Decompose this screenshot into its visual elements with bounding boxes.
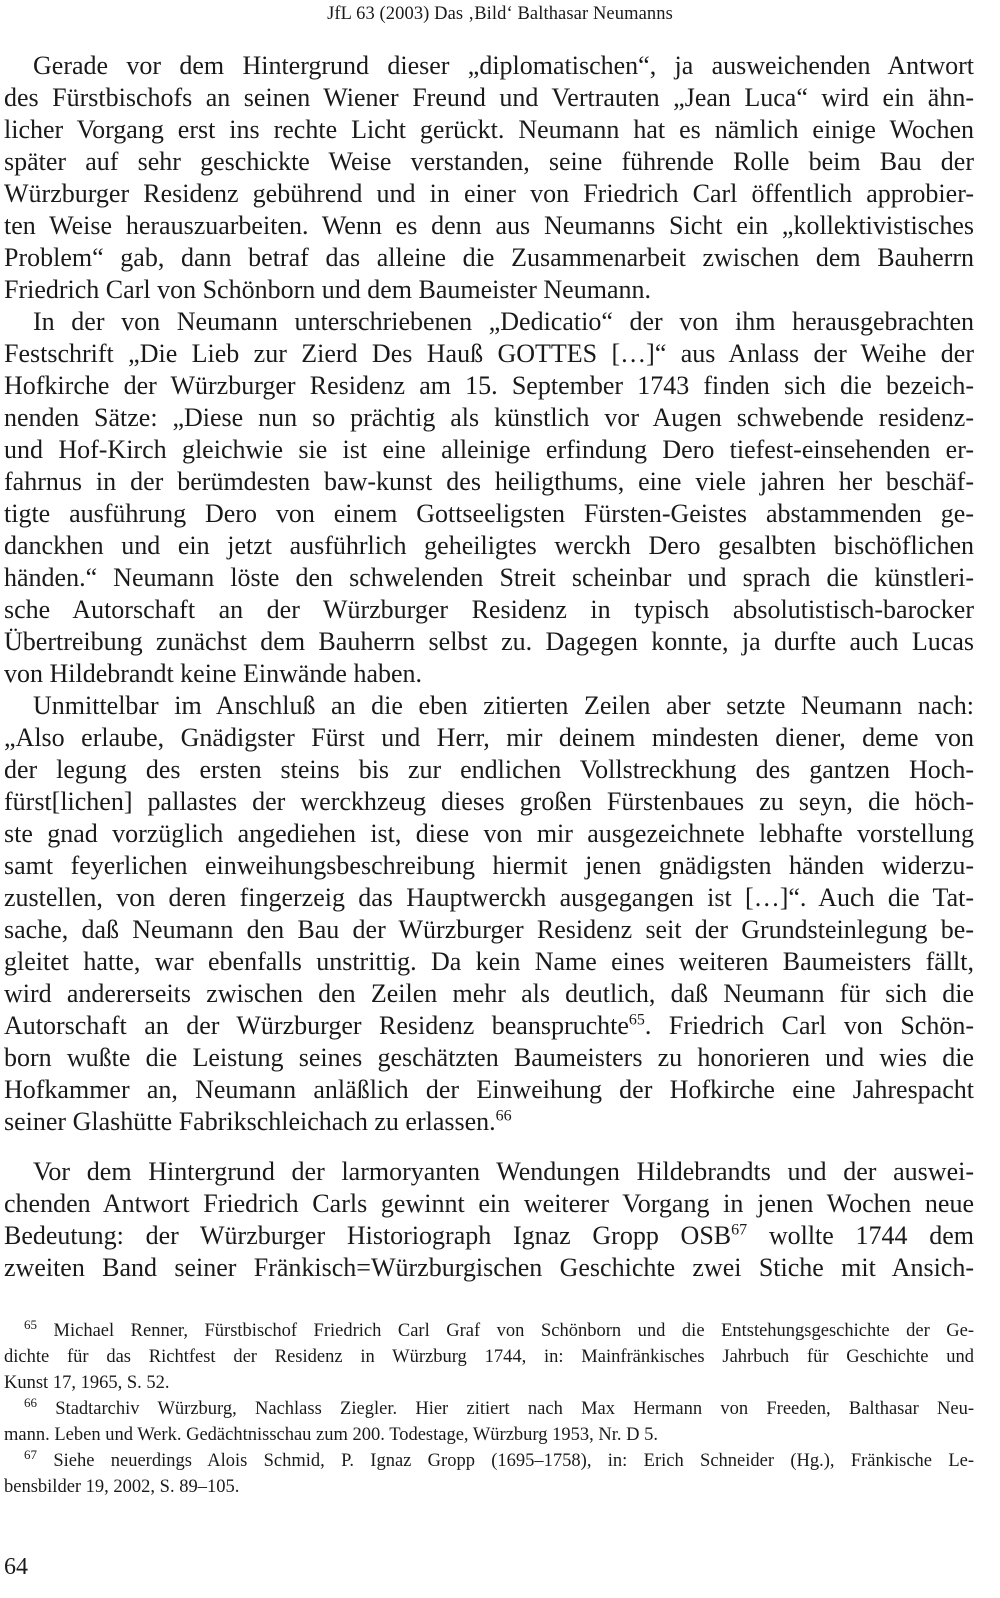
footnote-number: 65 xyxy=(24,1316,37,1332)
text-line: Hofkirche der Würzburger Residenz am 15. September 1743 finden sich die bezeich- xyxy=(4,371,974,400)
paragraph-3 xyxy=(4,690,974,1138)
text-line: born wußte die Leistung seines geschätzten Baumeisters zu honorieren und wies die xyxy=(4,1043,974,1072)
text-line xyxy=(4,1106,974,1138)
paragraph-2 xyxy=(4,306,974,690)
text-line: händen.“ Neumann löste den schwelenden Streit scheinbar und sprach die künstleri- xyxy=(4,563,974,592)
text-line: Friedrich Carl von Schönborn und dem Baumeister Neumann. xyxy=(4,275,651,304)
text-line: Hofkammer an, Neumann anläßlich der Einweihung der Hofkirche eine Jahrespacht xyxy=(4,1075,974,1104)
text-line: fahrnus in der berümdesten baw-kunst des heiligthums, eine viele jahren her beschäf- xyxy=(4,467,974,496)
text-line: sache, daß Neumann den Bau der Würzburger Residenz seit der Grundsteinlegung be- xyxy=(4,915,974,944)
text-line xyxy=(4,1220,974,1252)
footnote-number: 67 xyxy=(24,1446,37,1462)
text-line: chenden Antwort Friedrich Carls gewinnt ein weiterer Vorgang in jenen Wochen neue xyxy=(4,1189,974,1218)
footnote-67 xyxy=(4,1448,974,1474)
text-segment: wollte 1744 dem xyxy=(747,1221,974,1250)
text-line: nenden Sätze: „Diese nun so prächtig als künstlich vor Augen schwebende residenz- xyxy=(4,403,974,432)
running-header: JfL 63 (2003) Das ‚Bild‘ Balthasar Neumanns xyxy=(327,4,673,24)
footnote-text: Siehe neuerdings Alois Schmid, P. Ignaz Gropp (1695–1758), in: Erich Schneider (Hg.), Fränkische Le- xyxy=(37,1451,974,1471)
text-line: fürst[lichen] pallastes der werckhzeug dieses großen Fürstenbaues zu seyn, die höch- xyxy=(4,787,974,816)
footnote-line: bensbilder 19, 2002, S. 89–105. xyxy=(4,1477,240,1497)
text-segment: Bedeutung: der Würzburger Historiograph Ignaz Gropp OSB xyxy=(4,1221,732,1250)
text-line: Problem“ gab, dann betraf das alleine die Zusammenarbeit zwischen dem Bauherrn xyxy=(4,243,974,272)
text-line: später auf sehr geschickte Weise verstanden, seine führende Rolle beim Bau der xyxy=(4,147,974,176)
paragraph-4 xyxy=(4,1156,974,1284)
text-line: Vor dem Hintergrund der larmoryanten Wendungen Hildebrandts und der auswei- xyxy=(33,1157,974,1186)
text-line: Übertreibung zunächst dem Bauherrn selbst zu. Dagegen konnte, ja durfte auch Lucas xyxy=(4,627,974,656)
footnote-number: 66 xyxy=(24,1394,37,1410)
text-line: zweiten Band seiner Fränkisch=Würzburgischen Geschichte zwei Stiche mit Ansich- xyxy=(4,1253,974,1282)
footnote-line: Kunst 17, 1965, S. 52. xyxy=(4,1373,170,1393)
text-line: samt feyerlichen einweihungsbeschreibung hiermit jenen gnädigsten händen widerzu- xyxy=(4,851,974,880)
text-line: In der von Neumann unterschriebenen „Dedicatio“ der von ihm herausgebrachten xyxy=(33,307,974,336)
text-line: des Fürstbischofs an seinen Wiener Freund und Vertrauten „Jean Luca“ wird ein ähn- xyxy=(4,83,974,112)
text-line: wird andererseits zwischen den Zeilen mehr als deutlich, daß Neumann für sich die xyxy=(4,979,974,1008)
page-number: 64 xyxy=(4,1554,28,1580)
text-line: gleitet hatte, war ebenfalls unstrittig. Da kein Name eines weiteren Baumeisters fällt, xyxy=(4,947,974,976)
text-line: tigte ausführung Dero von einem Gottseeligsten Fürsten-Geistes abstammenden ge- xyxy=(4,499,974,528)
text-line: ste gnad vorzüglich angediehen ist, diese von mir ausgezeichnete lebhafte vorstellung xyxy=(4,819,974,848)
text-line: „Also erlaube, Gnädigster Fürst und Herr, mir deinem mindesten diener, deme von xyxy=(4,723,974,752)
text-segment: seiner Glashütte Fabrikschleichach zu erlassen. xyxy=(4,1107,496,1136)
text-line: und Hof-Kirch gleichwie sie ist eine alleinige erfindung Dero tiefest-einsehenden er- xyxy=(4,435,974,464)
text-line: Unmittelbar im Anschluß an die eben zitierten Zeilen aber setzte Neumann nach: xyxy=(33,691,974,720)
footnote-reference: 65 xyxy=(628,1011,645,1029)
footnote-line: mann. Leben und Werk. Gedächtnisschau zum 200. Todestage, Würzburg 1953, Nr. D 5. xyxy=(4,1425,658,1445)
footnote-line: dichte für das Richtfest der Residenz in Würzburg 1744, in: Mainfränkisches Jahrbuch für Geschichte und xyxy=(4,1347,974,1367)
footnote-text: Stadtarchiv Würzburg, Nachlass Ziegler. Hier zitiert nach Max Hermann von Freeden, Balthasar Neu- xyxy=(37,1399,974,1419)
text-line: Festschrift „Die Lieb zur Zierd Des Hauß GOTTES […]“ aus Anlass der Weihe der xyxy=(4,339,974,368)
text-line: sche Autorschaft an der Würzburger Residenz in typisch absolutistisch-barocker xyxy=(4,595,974,624)
text-line: zustellen, von deren fingerzeig das Hauptwerckh ausgegangen ist […]“. Auch die Tat- xyxy=(4,883,974,912)
paragraph-1 xyxy=(4,50,974,306)
footnote-reference: 66 xyxy=(495,1107,512,1125)
footnote-66 xyxy=(4,1396,974,1422)
footnote-text: Michael Renner, Fürstbischof Friedrich Carl Graf von Schönborn und die Entstehungsgeschichte der Ge- xyxy=(37,1321,974,1341)
text-segment: . Friedrich Carl von Schön- xyxy=(644,1011,974,1040)
text-segment: Autorschaft an der Würzburger Residenz beanspruchte xyxy=(4,1011,629,1040)
text-line xyxy=(4,1010,974,1042)
text-line: danckhen und ein jetzt ausführlich geheiligtes werckh Dero gesalbten bischöflichen xyxy=(4,531,974,560)
text-line: der legung des ersten steins bis zur endlichen Vollstreckhung des gantzen Hoch- xyxy=(4,755,974,784)
text-line: ten Weise herauszuarbeiten. Wenn es denn aus Neumanns Sicht ein „kollektivistisches xyxy=(4,211,974,240)
footnotes xyxy=(4,1318,974,1500)
text-line: Würzburger Residenz gebührend und in einer von Friedrich Carl öffentlich approbier- xyxy=(4,179,974,208)
footnote-reference: 67 xyxy=(731,1221,748,1239)
text-line: licher Vorgang erst ins rechte Licht gerückt. Neumann hat es nämlich einige Wochen xyxy=(4,115,974,144)
footnote-65 xyxy=(4,1318,974,1344)
text-line: von Hildebrandt keine Einwände haben. xyxy=(4,659,423,688)
text-line: Gerade vor dem Hintergrund dieser „diplomatischen“, ja ausweichenden Antwort xyxy=(33,51,974,80)
